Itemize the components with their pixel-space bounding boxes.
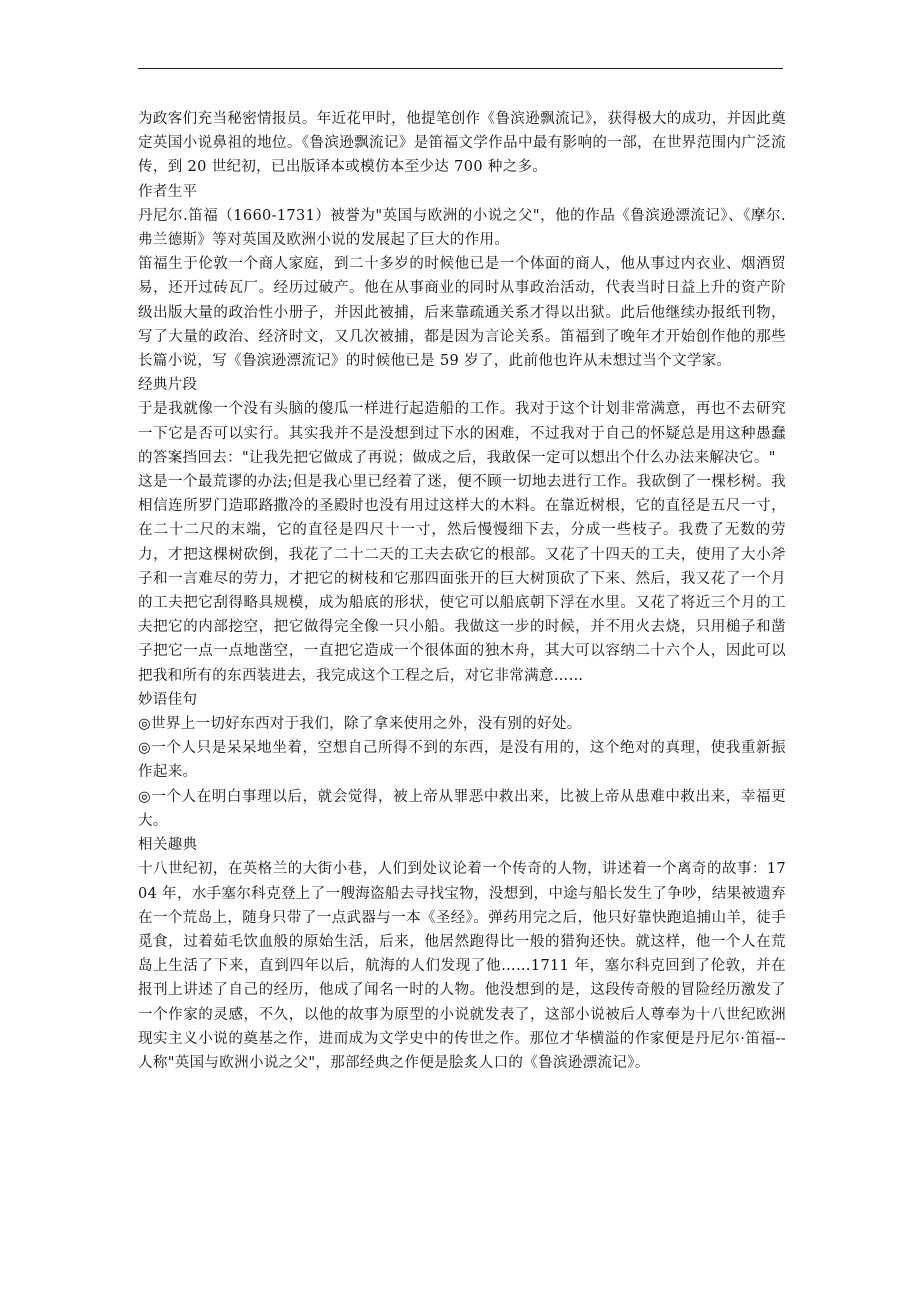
header-rule bbox=[138, 68, 783, 69]
section-heading-author: 作者生平 bbox=[138, 183, 198, 200]
quote-item-3: ◎一个人在明白事理以后，就会觉得，被上帝从罪恶中救出来，比被上帝从患难中救出来，幸福更大。 bbox=[138, 788, 786, 829]
excerpt-paragraph-1: 于是我就像一个没有头脑的傻瓜一样进行起造船的工作。我对于这个计划非常满意，再也不去研究一下它是否可以实行。其实我并不是没想到过下水的困难，不过我对于自己的怀疑总是用这种愚蠢的答案挡回去："让我先把它做成了再说；做成之后，我敢保一定可以想出个什么办法来解决它。" bbox=[138, 401, 786, 466]
excerpt-paragraph-2: 这是一个最荒谬的办法;但是我心里已经着了迷，便不顾一切地去进行工作。我砍倒了一棵杉树。我相信连所罗门造耶路撒冷的圣殿时也没有用过这样大的木料。在靠近树根，它的直径是五尺一寸，在二十二尺的末端，它的直径是四尺十一寸，然后慢慢细下去，分成一些枝子。我费了无数的劳力，才把这棵树砍倒，我花了二十二天的工夫去砍它的根部。又花了十四天的工夫，使用了大小斧子和一言难尽的劳力，才把它的树枝和它那四面张开的巨大树顶砍了下来、然后，我又花了一个月的工夫把它刮得略具规模，成为船底的形状，使它可以船底朝下浮在水里。又花了将近三个月的工夫把它的内部挖空，把它做得完全像一只小船。我做这一步的时候，并不用火去烧，只用槌子和凿子把它一点一点地凿空，一直把它造成一个很体面的独木舟，其大可以容纳二十六个人，因此可以把我和所有的东西装进去，我完成这个工程之后，对它非常满意…… bbox=[138, 474, 786, 684]
anecdote-paragraph: 十八世纪初，在英格兰的大街小巷，人们到处议论着一个传奇的人物，讲述着一个离奇的故事：1704 年，水手塞尔科克登上了一艘海盗船去寻找宝物，没想到，中途与船长发生了争吵，结果被遗弃在一个荒岛上，随身只带了一点武器与一本《圣经》。弹药用完之后，他只好靠快跑追捕山羊，徒手觅食，过着茹毛饮血般的原始生活，后来，他居然跑得比一般的猎狗还快。就这样，他一个人在荒岛上生活了下来，直到四年以后，航海的人们发现了他……1711 年，塞尔科克回到了伦敦，并在报刊上讲述了自己的经历，他成了闻名一时的人物。他没想到的是，这段传奇般的冒险经历激发了一个作家的灵感，不久，以他的故事为原型的小说就发表了，这部小说被后人尊奉为十八世纪欧洲现实主义小说的奠基之作，进而成为文学史中的传世之作。那位才华横溢的作家便是丹尼尔·笛福--人称"英国与欧洲小说之父"，那部经典之作便是脍炙人口的《鲁滨逊漂流记》。 bbox=[138, 861, 786, 1071]
author-paragraph-1: 丹尼尔.笛福（1660-1731）被誉为"英国与欧洲的小说之父"，他的作品《鲁滨逊漂流记》、《摩尔.弗兰德斯》等对英国及欧洲小说的发展起了巨大的作用。 bbox=[138, 207, 786, 249]
document-body bbox=[138, 107, 786, 1075]
quote-item-1: ◎世界上一切好东西对于我们，除了拿来使用之外，没有别的好处。 bbox=[138, 716, 582, 733]
intro-paragraph: 为政客们充当秘密情报员。年近花甲时，他提笔创作《鲁滨逊飘流记》，获得极大的成功，并因此奠定英国小说鼻祖的地位。《鲁滨逊飘流记》是笛福文学作品中最有影响的一部，在世界范围内广泛流传，到 20 世纪初，已出版译本或模仿本至少达 700 种之多。 bbox=[138, 111, 786, 176]
quote-item-2: ◎一个人只是呆呆地坐着，空想自己所得不到的东西，是没有用的，这个绝对的真理，使我重新振作起来。 bbox=[138, 740, 786, 781]
author-paragraph-2: 笛福生于伦敦一个商人家庭，到二十多岁的时候他已是一个体面的商人，他从事过内衣业、烟酒贸易，还开过砖瓦厂。经历过破产。他在从事商业的同时从事政治活动，代表当时日益上升的资产阶级出版大量的政治性小册子，并因此被捕，后来靠疏通关系才得以出狱。此后他继续办报纸刊物，写了大量的政治、经济时文，又几次被捕，都是因为言论关系。笛福到了晚年才开始创作他的那些长篇小说，写《鲁滨逊漂流记》的时候他已是 59 岁了，此前他也许从未想过当个文学家。 bbox=[138, 256, 786, 370]
section-heading-excerpt: 经典片段 bbox=[138, 377, 198, 394]
section-heading-quotes: 妙语佳句 bbox=[138, 691, 198, 708]
section-heading-anecdote: 相关趣典 bbox=[138, 837, 198, 854]
